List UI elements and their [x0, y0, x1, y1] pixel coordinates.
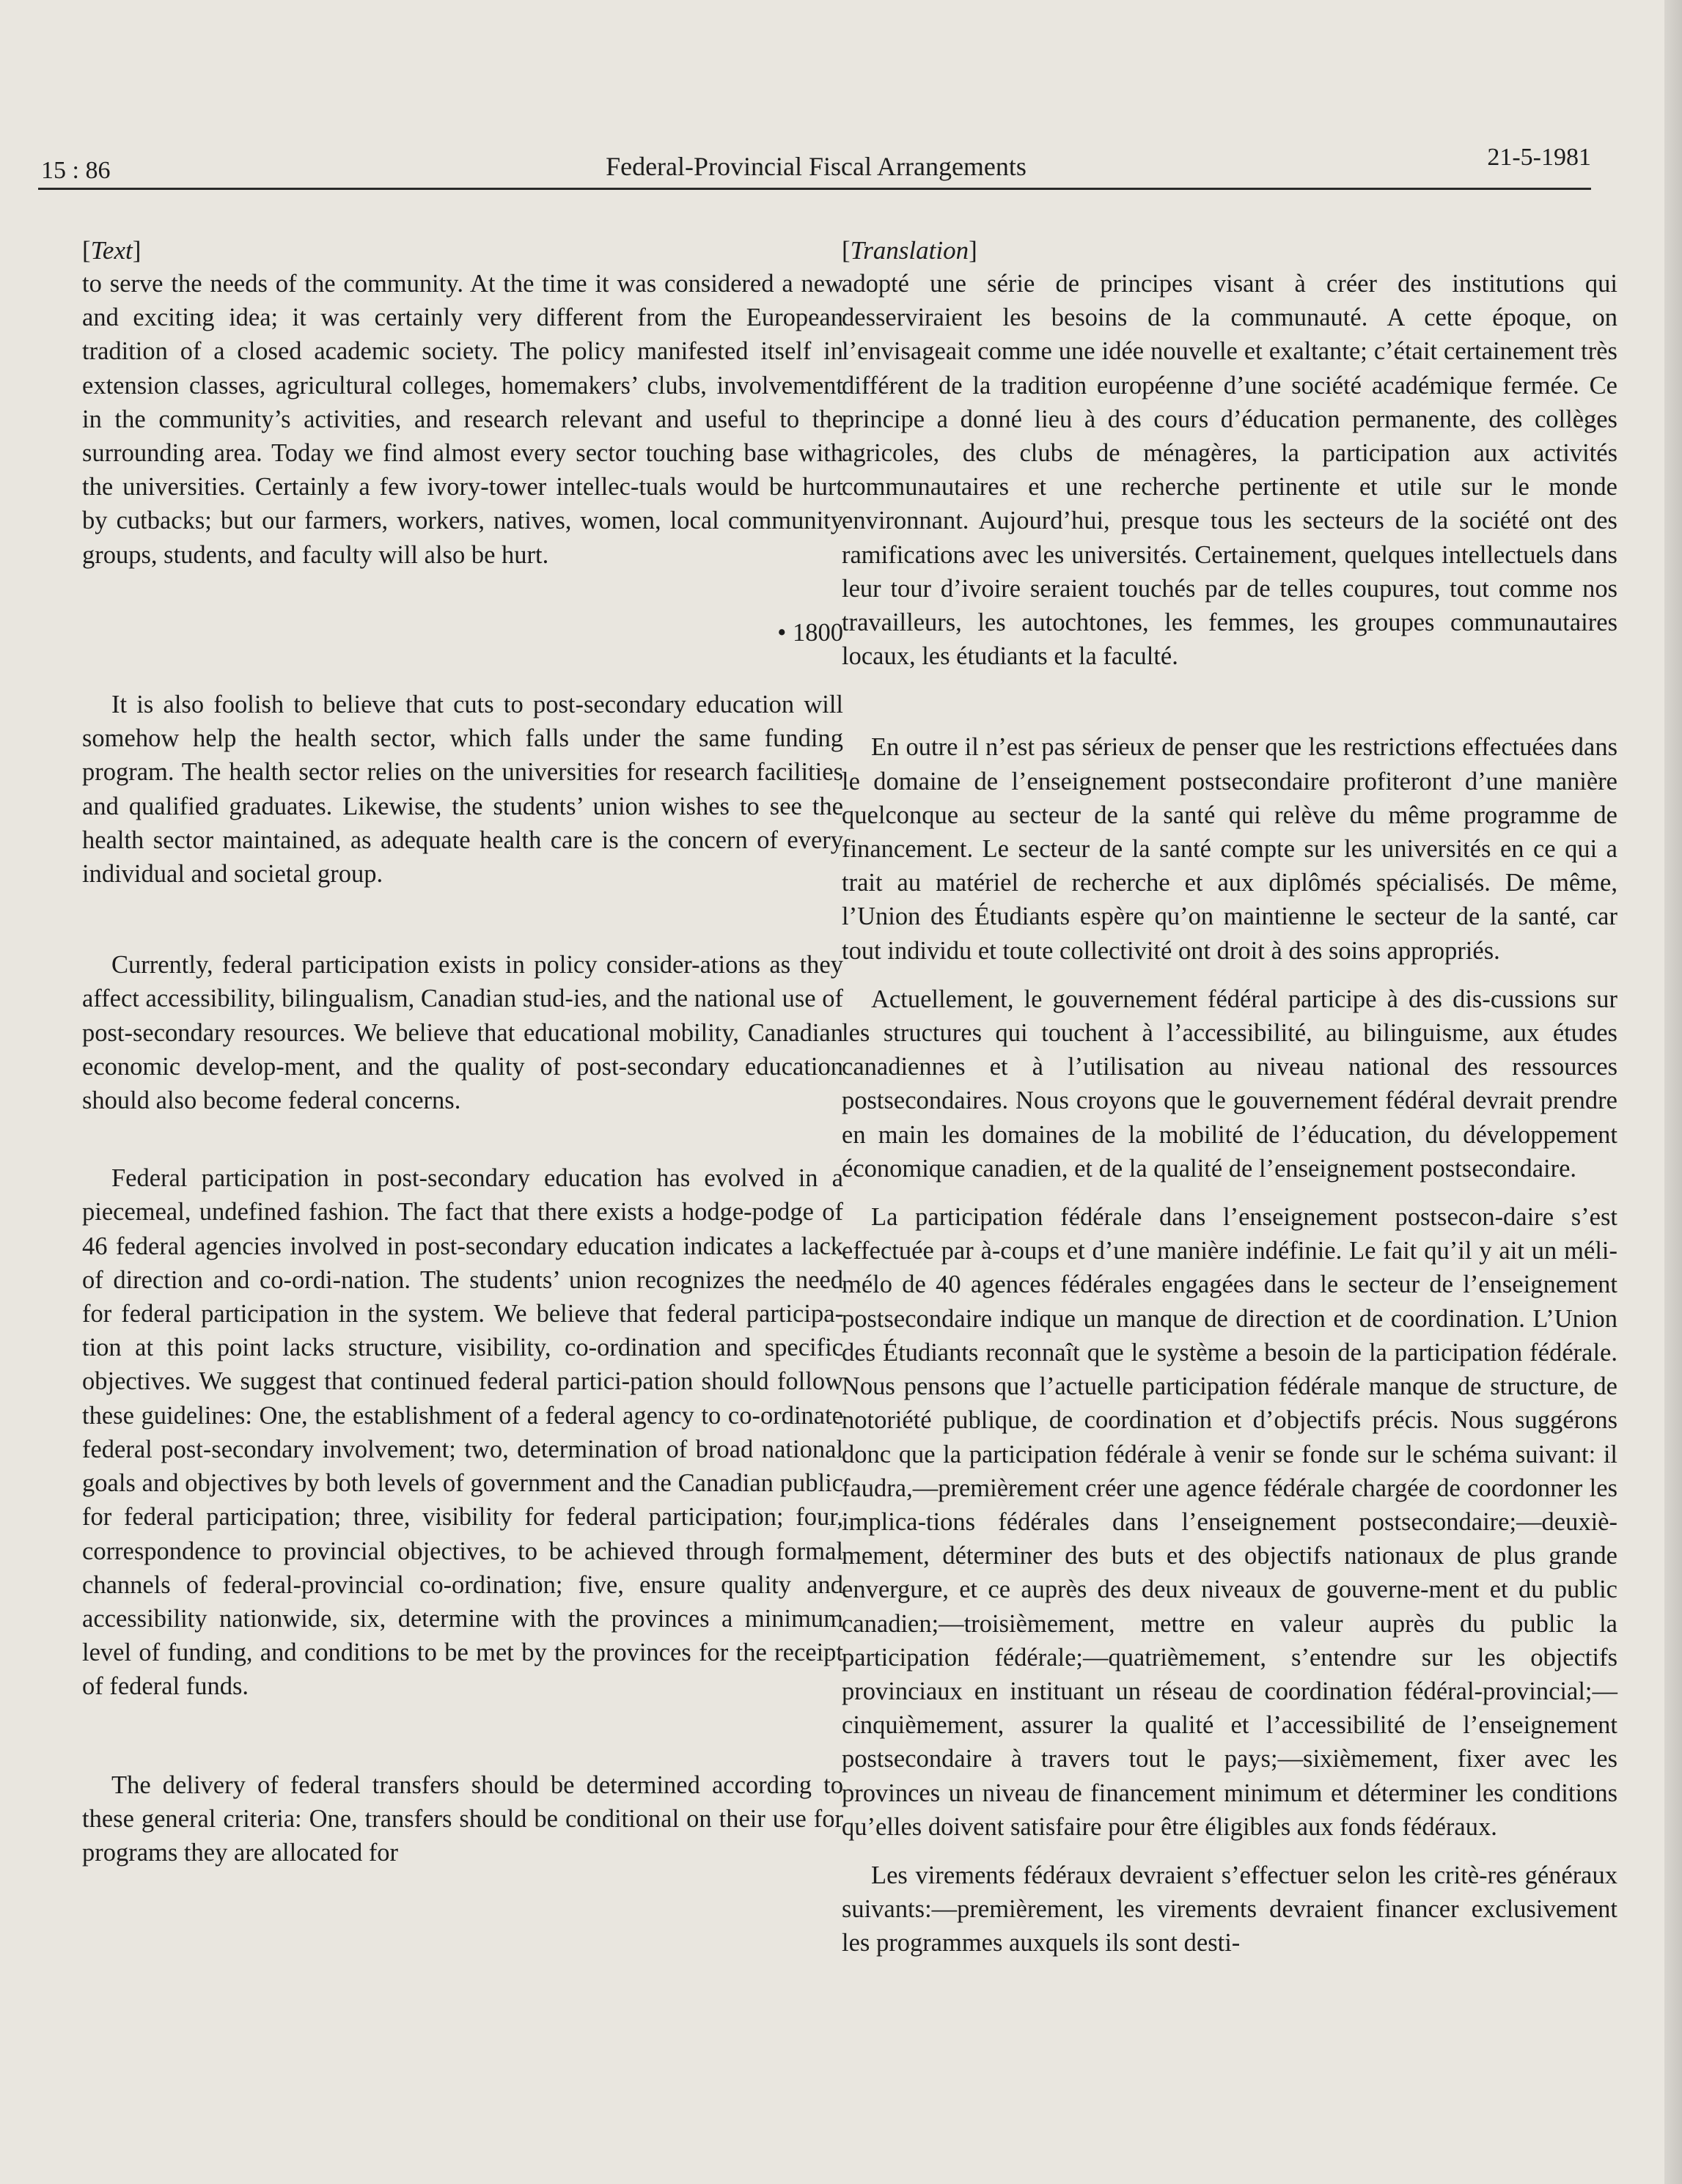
text-label: [Text]: [82, 236, 142, 265]
right-paragraph-4: La participation fédérale dans l’enseignement postsecon-daire s’est effectuée par à-coups et d’une manière indéfinie. Le fait qu’il y ait un méli-mélo de 40 agences fédérales engagées dans le secteur de l’enseignement postsecondaire indique un manque de direction et de coordination. L’Union des Étudiants reconnaît que le système a besoin de la participation fédérale. Nous pensons que l’actuelle participation fédérale manque de structure, de notoriété publique, de coordination et d’objectifs précis. Nous suggérons donc que la participation fédérale à venir se fonde sur le schéma suivant: il faudra,—premièrement créer une agence fédérale chargée de coordonner les implica-tions fédérales dans l’enseignement postsecondaire;—deuxiè-mement, déterminer des buts et des objectifs nationaux de plus grande envergure, et ce auprès des deux niveaux de gouverne-ment et du public canadien;—troisièmement, mettre en valeur auprès du public la participation fédérale;—quatrièmement, s’entendre sur les objectifs provinciaux en instituant un réseau de coordination fédéral-provincial;—cinquièmement, assurer la qualité et l’accessibilité de l’enseignement postsecondaire à travers tout le pays;—sixièmement, fixer avec les provinces un niveau de financement minimum et déterminer les conditions qu’elles doivent satisfaire pour être éligibles aux fonds fédéraux.: [842, 1203, 1617, 1841]
running-title: Federal-Provincial Fiscal Arrangements: [606, 152, 1027, 181]
left-paragraph-4: Federal participation in post-secondary education has evolved in a piecemeal, undefined fashion. The fact that there exists a hodge-podge of 46 federal agencies involved in post-secondary education indicates a lack of direction and co-ordi-nation. The students’ union recognizes the need for federal participation in the system. We believe that federal participa-tion at this point lacks structure, visibility, co-ordination and specific objectives. We suggest that continued federal partici-pation should follow these guidelines: One, the establishment of a federal agency to co-ordinate federal post-secondary involvement; two, determination of broad national goals and objectives by both levels of government and the Canadian public for federal participation; three, visibility for federal participation; four, correspondence to provincial objectives, to be achieved through formal channels of federal-provincial co-ordination; five, ensure quality and accessibility nationwide, six, determine with the provinces a minimum level of funding, and conditions to be met by the provinces for the receipt of federal funds.: [82, 1164, 843, 1701]
left-column-english: [82, 235, 843, 1869]
right-paragraph-3: Actuellement, le gouvernement fédéral participe à des dis-cussions sur les structures qui touchent à l’accessibilité, au bilinguisme, aux études canadiennes et à l’utilisation au niveau national des ressources postsecondaires. Nous croyons que le gouvernement fédéral devrait prendre en main les domaines de la mobilité de l’éducation, du développement économique canadien, et de la qualité de l’enseignement postsecondaire.: [842, 985, 1617, 1183]
left-paragraph-2: It is also foolish to believe that cuts to post-secondary education will somehow help the health sector, which falls under the same funding program. The health sector relies on the universities for research facilities and qualified graduates. Likewise, the students’ union wishes to see the health sector maintained, as adequate health care is the concern of every individual and societal group.: [82, 691, 843, 889]
left-paragraph-1: to serve the needs of the community. At the time it was considered a new and exciting idea; it was certainly very different from the European tradition of a closed academic society. The policy manifested itself in extension classes, agricultural colleges, homemakers’ clubs, involvement in the community’s activities, and research relevant and useful to the surrounding area. Today we find almost every sector touching base with the universities. Certainly a few ivory-tower intellec-tuals would be hurt by cutbacks; but our farmers, workers, natives, women, local community groups, students, and faculty will also be hurt.: [82, 270, 843, 569]
left-paragraph-5: The delivery of federal transfers should be determined according to these general criteria: One, transfers should be conditional on their use for programs they are allocated for: [82, 1771, 843, 1867]
page-edge: [1664, 0, 1682, 2184]
page-header: [41, 144, 1591, 188]
page-number: 15 : 86: [41, 157, 111, 184]
translation-label: [Translation]: [842, 236, 977, 265]
right-paragraph-1: adopté une série de principes visant à créer des institutions qui desserviraient les besoins de la communauté. A cette époque, on l’envisageait comme une idée nouvelle et exaltante; c’était certainement très différent de la tradition européenne d’une société académique fermée. Ce principe a donné lieu à des cours d’éducation permanente, des collèges agricoles, des clubs de ménagères, la participation aux activités communautaires et une recherche pertinente et utile sur le monde environnant. Aujourd’hui, presque tous les secteurs de la société ont des ramifications avec les universités. Certainement, quelques intellectuels dans leur tour d’ivoire seraient touchés par de telles coupures, tout comme nos travailleurs, les autochtones, les femmes, les groupes communautaires locaux, les étudiants et la faculté.: [842, 270, 1617, 671]
right-column-french: [842, 235, 1617, 1960]
right-paragraph-5: Les virements fédéraux devraient s’effectuer selon les critè-res généraux suivants:—premièrement, les virements devraient financer exclusivement les programmes auxquels ils sont desti-: [842, 1861, 1617, 1957]
header-date: 21-5-1981: [1487, 144, 1591, 171]
translation-label-word: Translation: [850, 236, 969, 265]
left-paragraph-3: Currently, federal participation exists in policy consider-ations as they affect accessibility, bilingualism, Canadian stud-ies, and the national use of post-secondary resources. We believe that educational mobility, Canadian economic develop-ment, and the quality of post-secondary education should also become federal concerns.: [82, 951, 843, 1115]
right-paragraph-2: En outre il n’est pas sérieux de penser que les restrictions effectuées dans le domaine de l’enseignement postsecondaire profiteront d’une manière quelconque au secteur de la santé qui relève du même programme de financement. Le secteur de la santé compte sur les universités en ce qui a trait au matériel de recherche et aux diplômés spécialisés. De même, l’Union des Étudiants espère qu’on maintienne le secteur de la santé, car tout individu et toute collectivité ont droit à des soins appropriés.: [842, 733, 1617, 965]
header-rule: [38, 188, 1591, 190]
time-marker: • 1800: [777, 618, 843, 647]
text-label-word: Text: [90, 236, 133, 265]
